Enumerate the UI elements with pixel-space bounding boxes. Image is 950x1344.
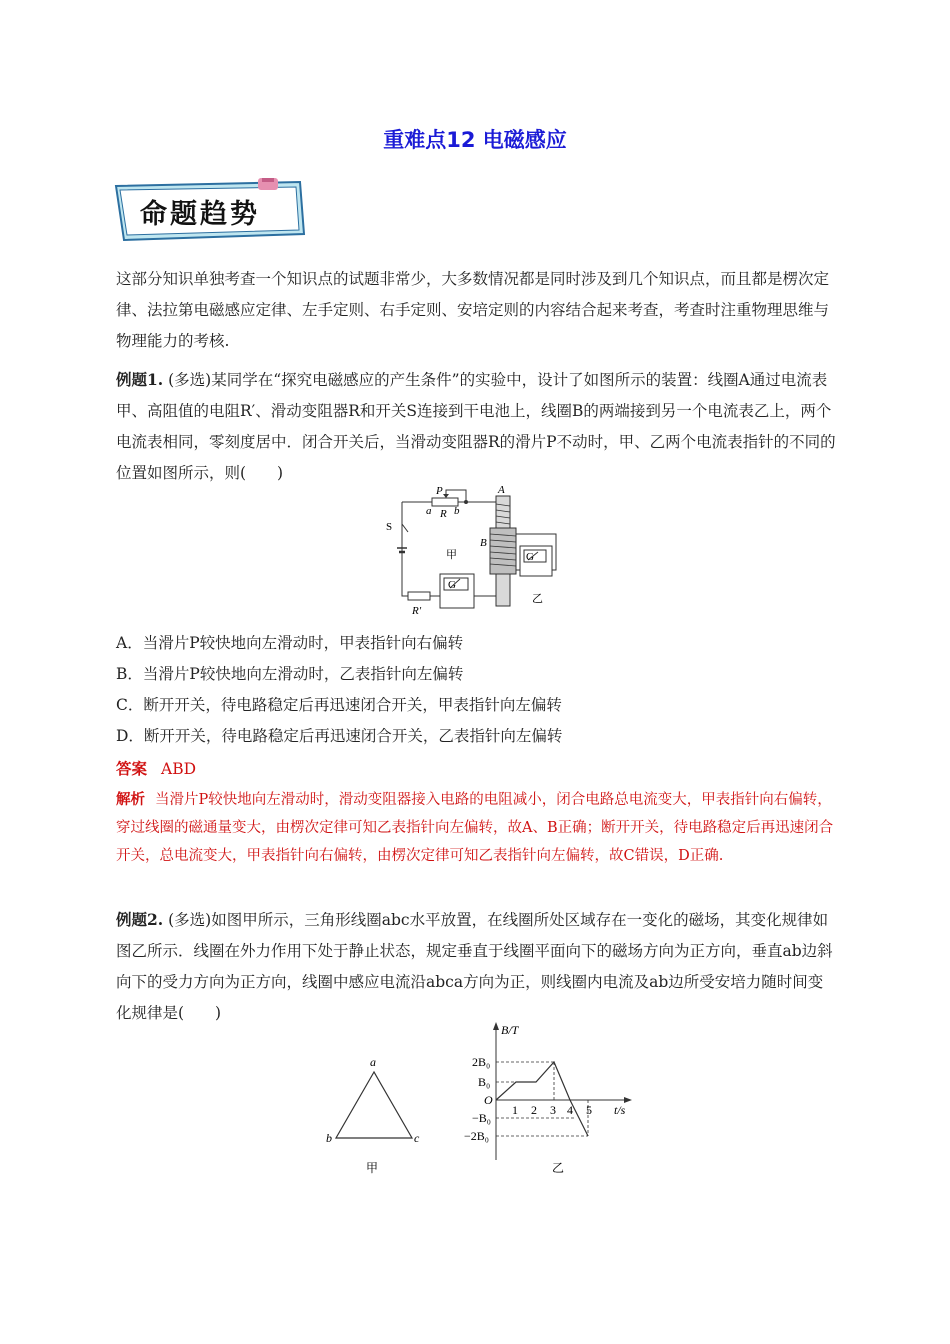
intro-paragraph: 这部分知识单独考查一个知识点的试题非常少，大多数情况都是同时涉及到几个知识点，而且都是楞次定律、法拉第电磁感应定律、左手定则、右手定则、安培定则的内容结合起来考查，考查时注重物理思维与物理能力的考核. <box>116 270 830 350</box>
label-b: b <box>454 505 460 517</box>
triangle-label-c: c <box>414 1131 420 1145</box>
label-s: S <box>386 521 393 533</box>
figure-2 <box>320 1020 650 1180</box>
label-g2: G <box>526 551 534 563</box>
label-r-prime: R′ <box>412 605 422 617</box>
y-tick-2b0: 2B₀ <box>472 1055 491 1069</box>
triangle-label-a: a <box>370 1055 376 1069</box>
x-tick-5: 5 <box>586 1103 592 1117</box>
answer-value: ABD <box>161 760 197 778</box>
section-banner <box>112 178 312 246</box>
circuit-figure <box>380 484 570 620</box>
question-2-text: (多选)如图甲所示，三角形线圈abc水平放置，在线圈所处区域存在一变化的磁场，其变化规律如图乙所示．线圈在外力作用下处于静止状态，规定垂直于线圈平面向下的磁场方向为正方向，垂直ab边斜向下的受力方向为正方向，线圈中感应电流沿abca方向为正，则线圈内电流及ab边所受安培力随时间变化规律是( ) <box>116 911 833 1022</box>
caption-jia: 甲 <box>366 1161 379 1175</box>
option-b: B．当滑片P较快地向左滑动时，乙表指针向左偏转 <box>116 665 464 683</box>
resistor-r-prime <box>408 592 430 600</box>
y-axis-label: B/T <box>501 1023 519 1037</box>
label-r: R <box>440 508 447 520</box>
caption-yi: 乙 <box>552 1161 565 1175</box>
triangle-label-b: b <box>326 1131 332 1145</box>
x-axis-label: t/s <box>614 1103 626 1117</box>
y-tick-neg-b0: −B₀ <box>472 1111 491 1125</box>
label-coil-b: B <box>480 537 487 549</box>
question-1-label: 例题1. <box>116 370 164 389</box>
x-tick-3: 3 <box>550 1103 556 1117</box>
y-tick-b0: B₀ <box>478 1075 491 1089</box>
origin-label: O <box>484 1093 493 1107</box>
b-t-graph <box>464 1022 632 1175</box>
label-a: a <box>426 505 432 517</box>
label-jia: 甲 <box>446 549 457 561</box>
question-2 <box>116 904 838 1029</box>
answer-label: 答案 <box>116 759 148 778</box>
explanation-text: 当滑片P较快地向左滑动时，滑动变阻器接入电路的电阻减小，闭合电路总电流变大，甲表指针向右偏转，穿过线圈的磁通量变大，由楞次定律可知乙表指针向左偏转，故A、B正确；断开开关，待电路稳定后再迅速闭合开关，总电流变大，甲表指针向右偏转，由楞次定律可知乙表指针向左偏转，故C错误，D正确. <box>116 792 834 864</box>
explanation <box>116 786 838 870</box>
question-2-label: 例题2. <box>116 910 164 929</box>
y-tick-neg-2b0: −2B₀ <box>464 1129 489 1143</box>
x-tick-4: 4 <box>567 1103 573 1117</box>
banner-text: 命题趋势 <box>140 199 260 230</box>
triangle-coil <box>336 1072 412 1138</box>
answer-line <box>116 757 196 779</box>
ammeter-jia <box>440 574 474 608</box>
label-yi: 乙 <box>532 593 543 605</box>
question-1-text: (多选)某同学在“探究电磁感应的产生条件”的实验中，设计了如图所示的装置：线圈A通过电流表甲、高阻值的电阻R′、滑动变阻器R和开关S连接到干电池上，线圈B的两端接到另一个电流表乙上，两个电流表相同，零刻度居中．闭合开关后，当滑动变阻器R的滑片P不动时，甲、乙两个电流表指针的不同的位置如图所示，则( ) <box>116 371 836 482</box>
explanation-label: 解析 <box>116 791 145 808</box>
option-c: C．断开开关，待电路稳定后再迅速闭合开关，甲表指针向左偏转 <box>116 696 562 714</box>
x-tick-1: 1 <box>512 1103 518 1117</box>
option-d: D．断开开关，待电路稳定后再迅速闭合开关，乙表指针向左偏转 <box>116 727 563 745</box>
question-1 <box>116 364 838 489</box>
page-title: 重难点12 电磁感应 <box>383 128 567 152</box>
label-g1: G <box>448 579 456 591</box>
x-tick-2: 2 <box>531 1103 537 1117</box>
label-coil-a: A <box>498 484 505 496</box>
option-a: A．当滑片P较快地向左滑动时，甲表指针向右偏转 <box>116 634 464 652</box>
label-p: P <box>436 485 443 497</box>
